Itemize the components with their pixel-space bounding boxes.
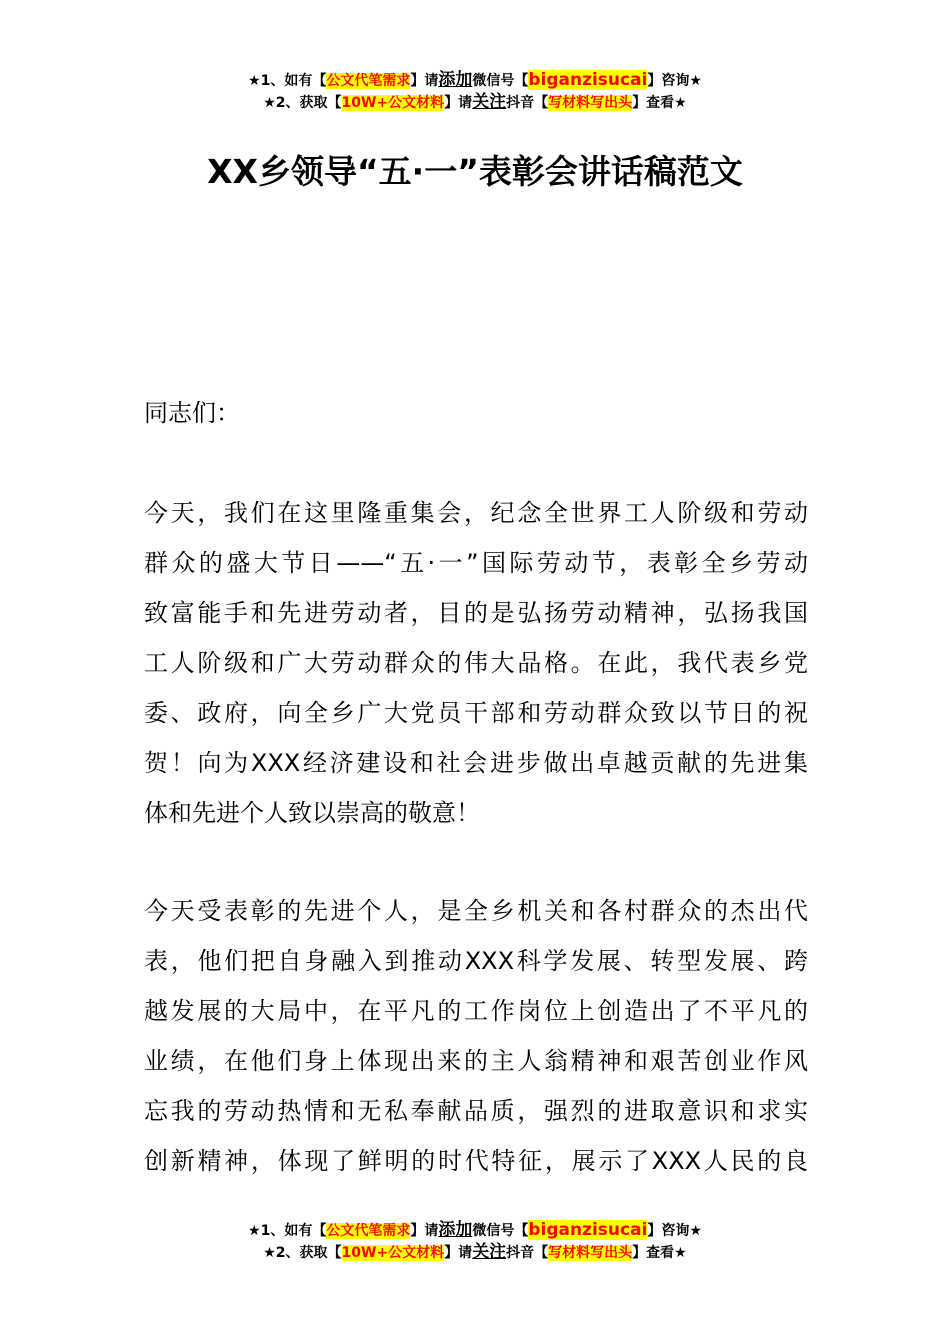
banner-text: 微信号【 <box>472 73 529 89</box>
paragraph-line: 今天受表彰的先进个人，是全乡机关和各村群众的杰出代 <box>144 897 808 925</box>
paragraph-line: 工人阶级和广大劳动群众的伟大品格。在此，我代表乡党 <box>144 649 808 677</box>
banner-text: ★2、获取【 <box>263 95 342 111</box>
banner-emphasis: 关注 <box>472 1242 507 1262</box>
banner-line-1 <box>0 69 950 91</box>
header-banner <box>0 69 950 113</box>
banner-text: 抖音【 <box>506 1245 549 1261</box>
banner-text: 】查看★ <box>632 1245 687 1261</box>
paragraph-line: 业绩，在他们身上体现出来的主人翁精神和艰苦创业作风 <box>144 1047 808 1075</box>
paragraph-line: 越发展的大局中，在平凡的工作岗位上创造出了不平凡的 <box>144 997 808 1025</box>
paragraph-line: 创新精神，体现了鲜明的时代特征，展示了XXX人民的良 <box>144 1147 808 1175</box>
banner-emphasis: 添加 <box>438 70 473 90</box>
paragraph-line: 致富能手和先进劳动者，目的是弘扬劳动精神，弘扬我国 <box>144 599 808 627</box>
banner-text: 微信号【 <box>472 1223 529 1239</box>
banner-highlight: 公文代笔需求 <box>326 73 411 89</box>
banner-text: ★1、如有【 <box>248 73 327 89</box>
footer-banner <box>0 1219 950 1263</box>
banner-line-2 <box>0 91 950 113</box>
paragraph-line: 忘我的劳动热情和无私奉献品质，强烈的进取意识和求实 <box>144 1097 808 1125</box>
banner-text: 】请 <box>444 95 473 111</box>
banner-text: 】请 <box>410 1223 439 1239</box>
banner-text: 】查看★ <box>632 95 687 111</box>
paragraph-line: 委、政府，向全乡广大党员干部和劳动群众致以节日的祝 <box>144 699 808 727</box>
banner-highlight: 10W+公文材料 <box>341 95 445 111</box>
banner-text: 】请 <box>444 1245 473 1261</box>
paragraph-1 <box>144 488 808 838</box>
banner-wechat-id: biganzisucai <box>528 70 648 90</box>
banner-douyin-id: 写材料写出头 <box>548 95 633 111</box>
banner-highlight: 10W+公文材料 <box>341 1245 445 1261</box>
paragraph-line: 今天，我们在这里隆重集会，纪念全世界工人阶级和劳动 <box>144 499 808 527</box>
banner-wechat-id: biganzisucai <box>528 1220 648 1240</box>
banner-text: ★2、获取【 <box>263 1245 342 1261</box>
paragraph-line: 体和先进个人致以崇高的敬意！ <box>144 799 480 827</box>
paragraph-line: 表，他们把自身融入到推动XXX科学发展、转型发展、跨 <box>144 947 808 975</box>
salutation: 同志们： <box>144 399 240 427</box>
banner-text: 抖音【 <box>506 95 549 111</box>
banner-line-2 <box>0 1241 950 1263</box>
banner-text: 】咨询★ <box>647 73 702 89</box>
banner-line-1 <box>0 1219 950 1241</box>
paragraph-line: 群众的盛大节日——“五·一”国际劳动节，表彰全乡劳动 <box>144 549 808 577</box>
banner-emphasis: 添加 <box>438 1220 473 1240</box>
banner-text: 】咨询★ <box>647 1223 702 1239</box>
document-title: XX乡领导“五·一”表彰会讲话稿范文 <box>207 152 743 191</box>
paragraph-line: 贺！向为XXX经济建设和社会进步做出卓越贡献的先进集 <box>144 749 808 777</box>
banner-highlight: 公文代笔需求 <box>326 1223 411 1239</box>
banner-text: ★1、如有【 <box>248 1223 327 1239</box>
paragraph-2 <box>144 886 808 1186</box>
banner-emphasis: 关注 <box>472 92 507 112</box>
banner-text: 】请 <box>410 73 439 89</box>
banner-douyin-id: 写材料写出头 <box>548 1245 633 1261</box>
